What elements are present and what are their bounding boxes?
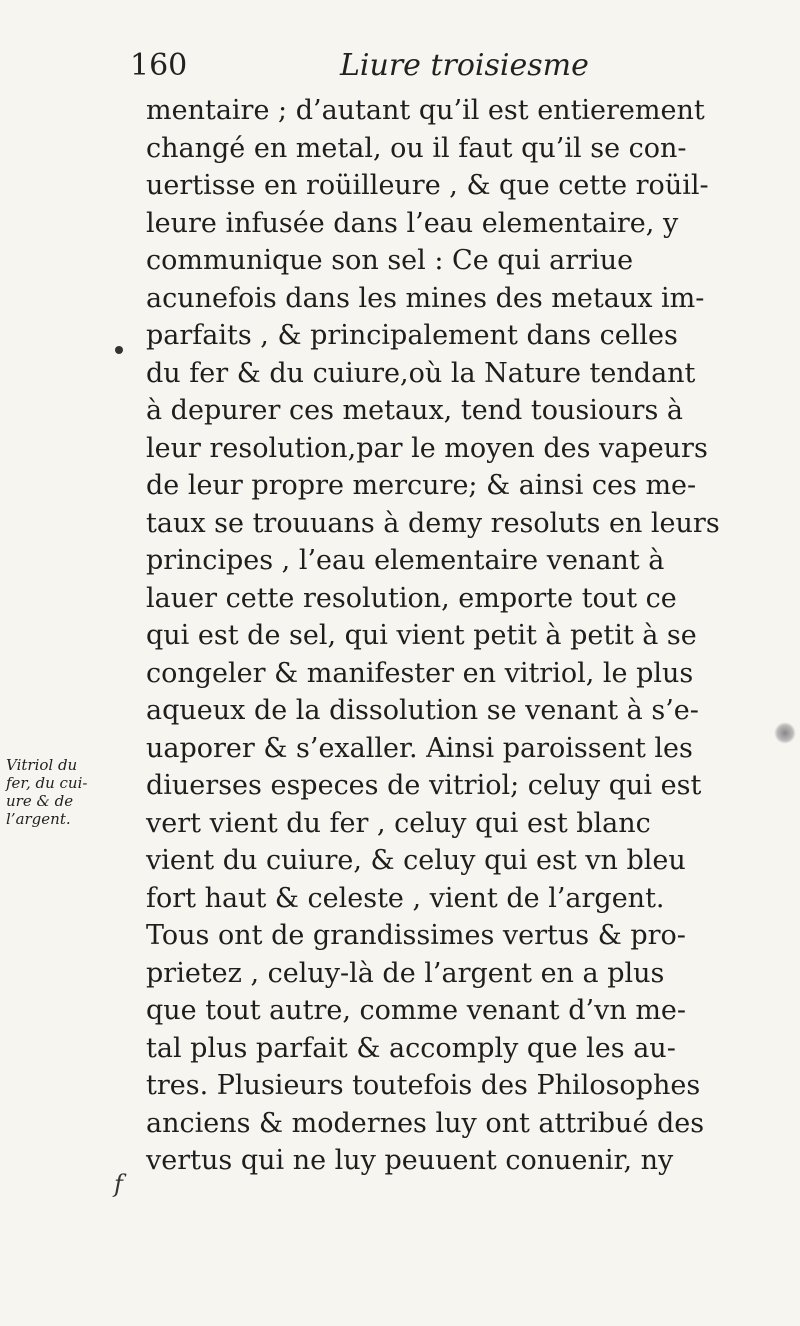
text-line: de leur propre mercure; & ainsi ces me- (146, 470, 697, 501)
text-line: leure infusée dans l’eau elementaire, y (146, 207, 679, 239)
text-line: Tous ont de grandissimes vertus & pro- (146, 920, 686, 951)
text-line: changé en metal, ou il faut qu’il se con- (146, 132, 687, 164)
text-line: parfaits , & principalement dans celles (146, 320, 678, 351)
marginal-note (6, 756, 98, 828)
text-line: du fer & du cuiure,où la Nature tendant (146, 357, 696, 389)
marginal-note-line: Vitriol du (6, 756, 78, 774)
text-line: que tout autre, comme venant d’vn me- (146, 995, 687, 1026)
text-line: tal plus parfait & accomply que les au- (146, 1032, 676, 1064)
text-line: prietez , celuy-là de l’argent en a plus (146, 957, 665, 989)
text-line: congeler & manifester en vitriol, le plus (146, 657, 694, 689)
text-line: tres. Plusieurs toutefois des Philosophes (146, 1070, 701, 1101)
marginal-note-line: l’argent. (6, 810, 71, 828)
text-line: vient du cuiure, & celuy qui est vn bleu (146, 845, 686, 876)
body-text (146, 92, 766, 1180)
text-line: vertus qui ne luy peuuent conuenir, ny (146, 1145, 674, 1176)
text-line: aqueux de la dissolution se venant à s’e- (146, 695, 699, 726)
text-line: vert vient du fer , celuy qui est blanc (146, 807, 651, 839)
text-line: uaporer & s’exaller. Ainsi paroissent les (146, 732, 693, 764)
text-line: qui est de sel, qui vient petit à petit à se (146, 620, 697, 651)
page-header (130, 48, 590, 88)
running-title: Liure troisiesme (340, 48, 589, 83)
text-line: mentaire ; d’autant qu’il est entierement (146, 95, 705, 126)
text-line: leur resolution,par le moyen des vapeurs (146, 432, 708, 464)
ink-smudge (774, 722, 796, 744)
margin-f-mark: f (114, 1170, 123, 1198)
marginal-note-line: fer, du cui- (6, 774, 88, 792)
marginal-note-line: ure & de (6, 792, 74, 810)
text-line: diuerses especes de vitriol; celuy qui est (146, 770, 702, 801)
text-line: fort haut & celeste , vient de l’argent. (146, 882, 665, 914)
text-line: communique son sel : Ce qui arriue (146, 245, 634, 276)
text-line: anciens & modernes luy ont attribué des (146, 1107, 705, 1139)
text-line: à depurer ces metaux, tend tousiours à (146, 395, 683, 426)
text-line: uertisse en roüilleure , & que cette roüil- (146, 170, 709, 201)
margin-dot (115, 346, 123, 354)
text-line: lauer cette resolution, emporte tout ce (146, 582, 677, 614)
page-number: 160 (130, 48, 188, 83)
text-line: principes , l’eau elementaire venant à (146, 545, 665, 576)
text-line: acunefois dans les mines des metaux im- (146, 282, 705, 314)
text-line: taux se trouuans à demy resoluts en leurs (146, 507, 720, 539)
